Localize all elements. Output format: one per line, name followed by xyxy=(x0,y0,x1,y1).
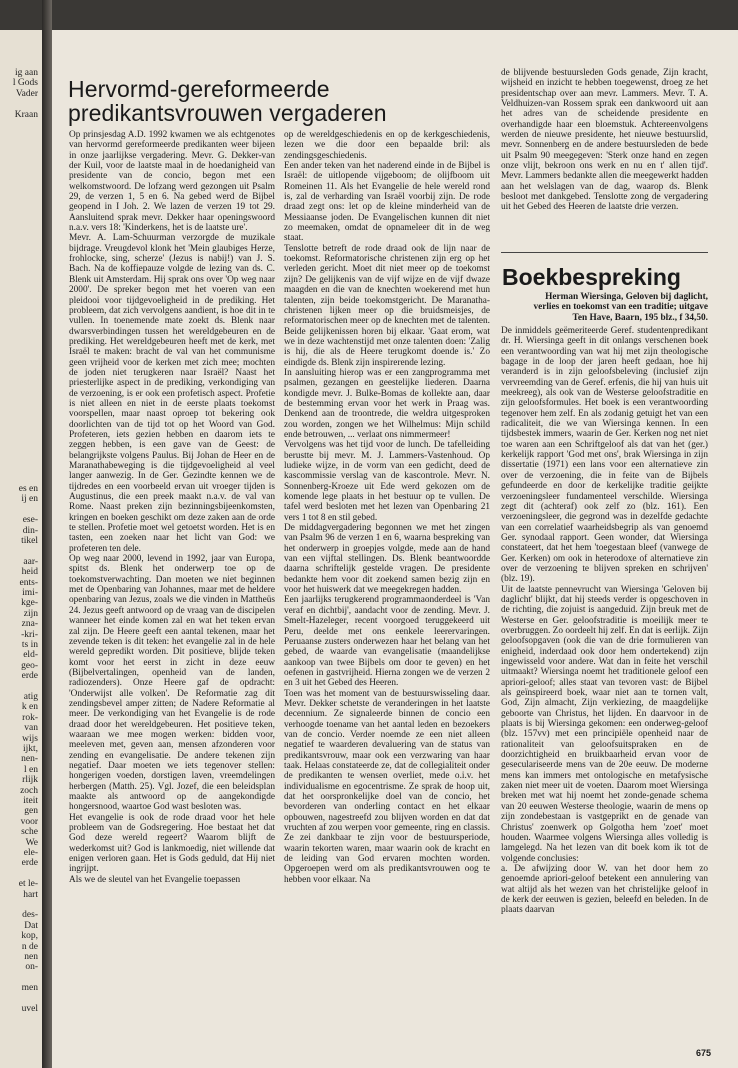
previous-page-fragment: des- xyxy=(22,910,38,921)
review-paragraph: Uit de laatste pennevrucht van Wiersinga 'Geloven bij daglicht' blijkt, dat hij steeds verder is opgeschoven in de richting, die zojuist is aangeduid. Zijn breuk met de Westerse en Ger. geloofstraditie is moeilijk meer te overbruggen. Zo oordeelt hij zelf. En dat is eerlijk. Zijn geloofsopgaven (ook die van de drie formulieren van enigheid, inderdaad ook door hem ondertekend) zijn ingewisseld voor andere. Wat dan in feite het verschil uitmaakt? Wiersinga noemt het traditionele geloof een apriori-geloof; alles staat van tevoren vast: de Bijbel als geïnspireerd boek, waar niet aan te tornen valt, God, Zijn almacht, Zijn verkiezing, de maagdelijke geboorte van Christus, het lijden. En daarvoor in de plaats is bij Wiersinga gekomen: een onderweg-geloof (blz. 157vv) met een principiële openheid naar de rationaliteit van geloofsuitspraken en de doorzichtigheid en bruikbaarheid ervan voor de geseculariseerde mens van de 20e eeuw. De moderne mens kan immers met ontologische en metafysische zaken niet meer uit de voeten. Daarom moet Wiersinga breken met wat hij noemt het zonde-genade schema van 20 eeuwen Westerse theologie, waarin de mens op zijn zondebestaan is vastgeprikt en de genade van Christus' zoenwerk op Golgotha hem 'zoet' moet houden. Waarmee volgens Wiersinga alles volledig is lamgelegd. Na het lezen van dit boek kom ik tot de volgende conclusies: xyxy=(501,584,708,864)
article-paragraph: Mevr. A. Lam-Schuurman verzorgde de muzikale bijdrage. Vreugdevol klonk het 'Mein glaubiges Herze, frohlocke, sing, scherze' (Jezus is nabij!) van J. S. Bach. Na de koffiepauze volgde de lezing van ds. C. Blenk uit Amsterdam. Hij sprak ons over 'Op weg naar 2000'. De spreker begon met het voeren van een pleidooi voor tijdgevoeligheid in de prediking. Het probleem, dat zich vervolgens aandient, is hoe dit in te vullen. In toenemende mate zoekt ds. Blenk naar dwarsverbindingen tussen het wereldgebeuren en de prediking. Het wereldgebeuren heeft met de kerk, met Israël te maken: bracht de val van het communisme geen vrijheid voor de kerken met zich mee; mochten de joden niet terugkeren naar Israël? Naast het priesterlijke aspect in de prediking, verkondiging van de verzoening, is er ook een profetisch aspect. Profetie is niet alleen en niet in de eerste plaats toekomst voorspellen, maar naast oproep tot bekering ook doorlichten van de tijd tot op het Woord van God. Profeteren, iets gezien hebben en daarom iets te zeggen hebben, is een gave van de Geest: de belangrijkste volgens Paulus. Bij Johan de Heer en de Maranathabeweging is die tijdgevoeligheid al veel langer aanwezig. In de Ger. Gezindte kennen we de tijdredes en een voorbeeld ervan uit vroeger tijden is Augustinus, die een preek maakt n.a.v. de val van Rome. Naast preken zijn bezinningsbijeenkomsten, kringen en boeken geschikt om deze zaken aan de orde te stellen. Profetie moet wel getoetst worden. Het is en tasten, een zoeken naar het licht van God: we profeteren ten dele. xyxy=(69,233,275,554)
previous-page-fragment: ijkt, xyxy=(22,744,38,754)
previous-page-fragment: zijn xyxy=(23,608,38,619)
previous-page-fragment: aar- xyxy=(23,556,38,567)
article-title-line1: Hervormd-gereformeerde xyxy=(68,76,330,102)
previous-page-fragment: hart xyxy=(23,889,38,900)
previous-page-fragment: ese- xyxy=(22,515,38,526)
book-spine xyxy=(42,0,52,1068)
article-paragraph: Het evangelie is ook de rode draad voor het hele probleem van de Godsregering. Hoe bestaat het dat God deze wereld regeert? Waarom blijft de wederkomst uit? God is lankmoedig, niet willende dat enigen verloren gaan. Het is Gods geduld, dat Hij niet ingrijpt. xyxy=(69,812,275,875)
previous-page-fragment: ij en xyxy=(21,494,38,505)
article-paragraph: Vervolgens was het tijd voor de lunch. De tafelleiding berustte bij mevr. M. J. Lammers-Vastenhoud. Op ludieke wijze, in de vorm van een gedicht, deed de kascommissie verslag van de kascontrole. Mevr. N. Sonnenberg-Kroeze uit Ede werd gekozen om de komende lege plaats in het bestuur op te vullen. De tafel werd besloten met het lezen van Openbaring 21 vers 1 tot 8 en stil gebed. xyxy=(284,440,490,523)
previous-page-fragment: voor xyxy=(20,816,38,827)
previous-page-fragment: zoch xyxy=(20,785,38,796)
previous-page-fragment: atig xyxy=(23,692,38,702)
article-paragraph: In aansluiting hierop was er een zangprogramma met psalmen, gezangen en geestelijke liederen. Daarna kondigde mevr. J. Bulke-Bomas de kollekte aan, daar de bestemming ervan voor het werk in Praag was. Denkend aan de troontrede, die weldra uitgesproken zou worden, zongen we het Wilhelmus: Mijn schild ende betrouwen, ... verlaat ons nimmermeer! xyxy=(284,367,490,440)
article-column-3 xyxy=(501,68,708,244)
previous-page-fragment: ents- xyxy=(19,577,38,588)
article-paragraph: Tenslotte betreft de rode draad ook de lijn naar de toekomst. Reformatorische christenen zijn erg op het verleden gericht. Moet dit niet meer op de toekomst zijn? De gelijkenis van de vijf wijze en de vijf dwaze maagden en die van de knechten woekerend met hun talenten, zijn beide toekomstgericht. De Maranatha-christenen lijken meer op die bruidsmeisjes, de reformatorischen meer op de knechten met de talenten. Beide gelijkenissen horen bij elkaar. 'Gaat erom, wat we in deze wachtenstijd met onze talenten doen: 'Zalig is hij, die als de Heere terugkomt doende is.' Zo eindigde ds. Blenk zijn inspirerende lezing. xyxy=(284,243,490,368)
previous-page-fragment: rok- xyxy=(22,712,38,723)
previous-page-fragment: gen xyxy=(24,806,38,817)
article-column-1 xyxy=(69,130,275,1042)
previous-page-fragment: ele- xyxy=(23,848,38,858)
article-paragraph: Op prinsjesdag A.D. 1992 kwamen we als echtgenotes van hervormd gereformeerde predikanten weer bijeen in onze jaarlijkse vergadering. Mevr. G. Dekker-van der Kuil, voor de laatste maal in de hoedanigheid van presidente van de concio, begon met een welkomstwoord. De lofzang werd gezongen uit Psalm 29, de verzen 1, 5 en 6. Na gebed werd de Bijbel geopend in I Joh. 2. We lazen de verzen 19 tot 29. Aansluitend sprak mevr. Dekker haar openingswoord n.a.v. vers 18: 'Kinderkens, het is de laatste ure'. xyxy=(69,130,275,234)
article-column-2 xyxy=(284,130,490,1042)
previous-page-fragment: Kraan xyxy=(14,109,38,120)
review-paragraph: a. De afwijzing door W. van het door hem zo genoemde apriori-geloof betekent een annulering van wat altijd als het wezen van het christelijke geloof in de kerk der eeuwen is gezien, beleefd en beleden. In de plaats daarvan xyxy=(501,863,708,916)
previous-page-fragment: es en xyxy=(18,484,38,494)
previous-page-fragment: kge- xyxy=(21,598,38,609)
previous-page-fragment: tikel xyxy=(21,536,38,546)
previous-page-fragment: Dat xyxy=(24,920,38,931)
previous-page-fragment: -kri- xyxy=(21,629,38,640)
previous-page-fragment: iteit xyxy=(23,796,38,806)
previous-page-fragment: zna- xyxy=(21,619,38,630)
review-body xyxy=(501,326,708,1042)
previous-page-fragment: erde xyxy=(21,671,38,682)
article-paragraph: de blijvende bestuursleden Gods genade, Zijn kracht, wijsheid en inzicht te hebben toegewenst, droeg ze het presidentschap over aan mevr. Lammers. Mevr. T. A. Veldhuizen-van Rossem sprak een dankwoord uit aan het adres van de scheidende presidente en overhandigde haar een bloemstuk. Achtereenvolgens werden de nieuwe presidente, het nieuwe bestuurslid, mevr. Sonnenberg en de andere bestuursleden de bede uit Psalm 90 meegegeven: 'Sterk onze hand en zegen onze vlijt, bekroon ons werk en nu en t' allen tijd'. Mevr. Lammers bedankte allen die meegewerkt hadden aan het welslagen van de dag, waarop ds. Blenk besloot met dankgebed. Tenslotte zong de vergadering uit het Gebed des Heeren de laatste drie verzen. xyxy=(501,68,708,213)
book-reference: Herman Wiersinga, Geloven bij daglicht, verlies en toekomst van een traditie; uitgave Ten Have, Baarn, 195 blz., f 34,50. xyxy=(533,292,708,323)
previous-page-fragment: kop, xyxy=(21,931,38,942)
section-divider xyxy=(501,252,708,253)
previous-page-fragment: van xyxy=(24,723,38,734)
previous-page-fragment: erde xyxy=(21,858,38,869)
article-paragraph: Als we de sleutel van het Evangelie toepassen xyxy=(69,874,241,885)
previous-page-fragment: We xyxy=(25,837,38,848)
previous-page-fragment: on- xyxy=(25,962,38,973)
previous-page-fragment: ig aan xyxy=(15,68,38,78)
review-title: Boekbespreking xyxy=(502,264,681,290)
article-paragraph: Een jaarlijks terugkerend programmaonderdeel is 'Van veraf en dichtbij', aandacht voor de zending. Mevr. J. Smelt-Hazeleger, recent voorgoed teruggekeerd uit Peru, deelde met ons eenkele leerervaringen. Peruaanse zusters onderwezen haar het belang van het gebed, de waarde van evangelisatie (maandelijkse aankoop van twee Bijbels om door te geven) en het oefenen in gastvrijheid. Hierna zongen we de verzen 2 en 3 uit het Gebed des Heeren. xyxy=(284,595,490,689)
previous-page-fragment: nen- xyxy=(21,754,38,765)
previous-page-fragment: eld- xyxy=(23,650,38,661)
previous-page-fragment: n de xyxy=(21,941,38,952)
article-paragraph: Een ander teken van het naderend einde in de Bijbel is Israël: de uitlopende vijgeboom; de olijfboom uit Romeinen 11. Als het Evangelie de hele wereld rond is, zal de verharding van Israël voorbij zijn. De rode draad zegt ons: let op de kleine minderheid van de Messiaanse joden. De Evangelischen kunnen dit niet zo meemaken, omdat de opnameleer dit in de weg staat. xyxy=(284,161,490,244)
article-paragraph: De middagvergadering begonnen we met het zingen van Psalm 96 de verzen 1 en 6, waarna bespreking van het onderwerp in groepjes volgde, mede aan de hand van een vijftal stellingen. Ds. Blenk beantwoordde daarna schriftelijk gestelde vragen. De presidente bedankte hem voor dit zoekend samen bezig zijn en voor het huiswerk dat we meegekregen hadden. xyxy=(284,523,490,596)
article-paragraph: Toen was het moment van de bestuurswisseling daar. Mevr. Dekker schetste de veranderingen in het laatste decennium. Ze signaleerde binnen de concio een verhoogde toename van het aantal leden en bezoekers van de concio. Verder noemde ze een niet alleen negatief te waarderen devaluering van de status van predikantsvrouw, maar ook een verzwaring van haar taak. Helaas constateerde ze, dat de collegialiteit onder de predikanten te wensen overliet, mede o.i.v. het individualisme en egocentrisme. Ze sprak de hoop uit, dat het oorspronkelijke doel van de concio, het bevorderen van onderling contact en het elkaar opbouwen, nagestreefd zou blijven worden en dat dat vruchten af zou werpen voor gemeente, ring en classis. Ze zei dankbaar te zijn voor de bestuursperiode, waarin tekorten waren, maar waarin ook de kracht en de leiding van God ervaren mochten worden. Opgeroepen werd om als predikantsvrouwen oog te hebben voor elkaar. Na xyxy=(284,688,490,885)
page-number: 675 xyxy=(696,1048,712,1058)
previous-page-fragment: l Gods xyxy=(12,78,38,89)
review-paragraph: De inmiddels geëmeriteerde Geref. studentenpredikant dr. H. Wiersinga geeft in dit onlangs verschenen boek een verantwoording van wat hij met zijn theologische bagage in de loop der jaren heeft gedaan, hoe hij veranderd is in zijn geloofsbeleving (inclusief zijn vervreemding van de Geref. erfenis, die hij van huis uit meekreeg), als ook van de Westerse geloofstraditie en zijn geloofsformules. Het boek is een verantwoording tegenover hem zelf. En als zodanig getuigt het van een radicaliteit, die we van Wiersinga kennen. In een tijdsbestek immers, waarin de Ger. Kerken nog net niet toe waren aan een Schriftgeloof als dat van het (ger.) kerkelijk rapport 'God met ons', brak Wiersinga in zijn dissertatie (1971) een lans voor een alternatieve zin over de verzoening, die in feite van de Bijbels gefundeerde en door de kerkelijke traditie geijkte verzoeningsleer fundamenteel verschilde. Wiersinga zegt dit (achteraf) ook zelf zo (blz. 161). Een verzoeningsleer, die gegrond was in dezelfde gedachte van een correlatief waarheidsbegrip als van genoemd Ger. synodaal rapport. Geen wonder, dat Wiersinga constateert, dat het hem 'toegestaan bleef (vanwege de Ger. Kerken) om ook in heterodoxe of alternatieve zin over de verzoening te blijven spreken en schrijven' (blz. 19). xyxy=(501,326,708,585)
previous-page-fragment: din- xyxy=(22,525,38,536)
previous-page-fragment: wijs xyxy=(22,733,38,744)
previous-page-fragment: uvel xyxy=(21,1004,38,1014)
previous-page-fragment: et le- xyxy=(18,879,38,890)
article-title-line2: predikantsvrouwen vergaderen xyxy=(68,100,387,126)
previous-page-fragment: heid xyxy=(21,567,38,578)
previous-page-strip xyxy=(0,30,42,1068)
previous-page-fragment: sche xyxy=(21,827,38,838)
previous-page-fragment: geo- xyxy=(21,660,38,671)
previous-page-fragment: rlijk xyxy=(22,775,38,786)
previous-page-fragment: ts in xyxy=(21,640,38,650)
previous-page-fragment: imi- xyxy=(22,588,38,598)
previous-page-fragment: k en xyxy=(21,702,38,713)
previous-page-fragment: Vader xyxy=(15,88,38,99)
magazine-page xyxy=(52,30,738,1068)
article-paragraph: op de wereldgeschiedenis en op de kerkgeschiedenis, lezen we die door een bepaalde bril: als zendingsgeschiedenis. xyxy=(284,130,490,161)
previous-page-fragment: l en xyxy=(24,764,38,775)
article-paragraph: Op weg naar 2000, levend in 1992, jaar van Europa, spitst ds. Blenk het onderwerp toe op de toekomstverwachting. Dan moeten we niet beginnen met de Openbaring van Johannes, maar met de heldere openbaring van Jezus, zoals we die vinden in Mattheüs 24. Jezus geeft antwoord op de vraag van de discipelen wanneer het einde komen zal en wat het teken ervan zal zijn. De Heere geeft een aantal tekenen, maar het zevende teken is dit teken: het evangelie zal in de hele wereld gepredikt worden. Dit positieve, blijde teken komt voor het eerst in zicht in deze eeuw (Bijbelvertalingen, openheid van de landen, radiozenders). Onze Heere gaf de opdracht: 'Onderwijst alle volken'. De Reformatie zag dit zendingsbevel amper zitten; de Nadere Reformatie al meer. De verkondiging van het Evangelie is de rode draad door het wereldgebeuren. Het positieve teken, waaraan we mee mogen werken: bidden voor, meeleven met, geven aan, mensen afzonderen voor zending en evangelisatie. De andere tekenen zijn negatief. Daar moeten we iets tegenover stellen: hongerigen voeden, dorstigen laven, vreemdelingen herbergen (Matth. 25). Vgl. Jozef, die een beleidsplan maakte als antwoord op de aangekondigde hongersnood, waartoe God wast besloten was. xyxy=(69,554,275,813)
previous-page-fragment: nen xyxy=(24,952,38,962)
previous-page-fragment: men xyxy=(21,983,38,994)
